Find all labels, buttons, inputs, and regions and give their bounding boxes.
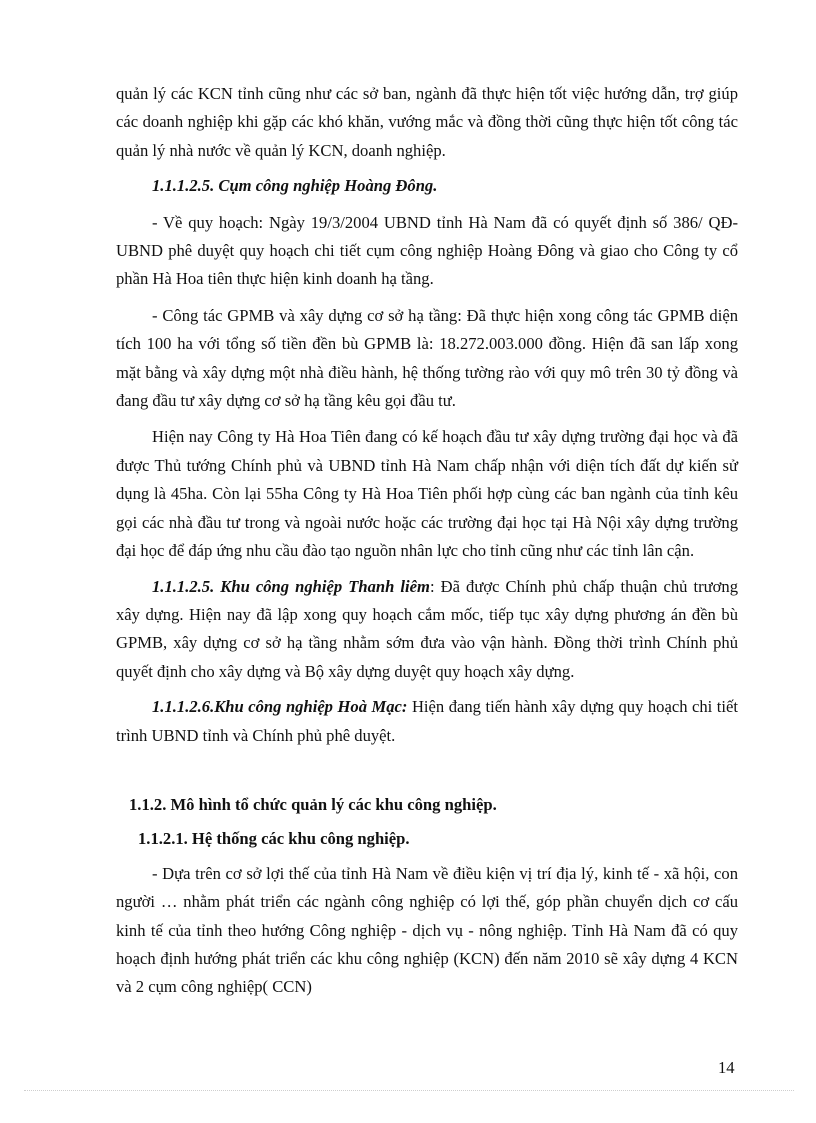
paragraph-planning: - Về quy hoạch: Ngày 19/3/2004 UBND tỉnh Hà Nam đã có quyết định số 386/ QĐ- UBND phê duyệt quy hoạch chi tiết cụm công nghiệp Hoàng Đông và giao cho Công ty cổ phần Hà Hoa tiên thực hiện kinh doanh hạ tầng. [116,212,738,289]
paragraph-hoa-mac: 1.1.1.2.6.Khu công nghiệp Hoà Mạc: Hiện đang tiến hành xây dựng quy hoạch chi tiết trình UBND tỉnh và Chính phủ phê duyệt. [116,697,738,745]
footer-divider [24,1090,794,1091]
heading-thanh-liem: 1.1.1.2.5. Khu công nghiệp Thanh liêm [152,576,430,596]
section-heading-1-1-2: 1.1.2. Mô hình tổ chức quản lý các khu công nghiệp. [129,794,497,814]
paragraph-ha-hoa-tien: Hiện nay Công ty Hà Hoa Tiên đang có kế hoạch đầu tư xây dựng trường đại học và đã được Thủ tướng Chính phủ và UBND tỉnh Hà Nam chấp nhận với diện tích đất dự kiến sử dụng là 45ha. Còn lại 55ha Công ty Hà Hoa Tiên phối hợp cùng các ban ngành của tỉnh kêu gọi các nhà đầu tư trong và ngoài nước hoặc các trường đại học tại Hà Nội xây dựng trường đại học để đáp ứng nhu cầu đào tạo nguồn nhân lực cho tỉnh cũng như các tỉnh lân cận. [116,427,738,561]
heading-hoang-dong: 1.1.1.2.5. Cụm công nghiệp Hoàng Đông. [152,176,438,196]
paragraph-industrial-system: - Dựa trên cơ sở lợi thế của tỉnh Hà Nam về điều kiện vị trí địa lý, kinh tế - xã hội, con người … nhằm phát triển các ngành công nghiệp có lợi thế, góp phần chuyển dịch cơ cấu kinh tế của tỉnh theo hướng Công nghiệp - dịch vụ - nông nghiệp. Tỉnh Hà Nam đã có quy hoạch định hướng phát triển các khu công nghiệp (KCN) đến năm 2010 sẽ xây dựng 4 KCN và 2 cụm công nghiệp( CCN) [116,863,738,997]
paragraph-kcn-management: quản lý các KCN tỉnh cũng như các sở ban, ngành đã thực hiện tốt việc hướng dẫn, trợ giúp các doanh nghiệp khi gặp các khó khăn, vướng mắc và đồng thời cũng thực hiện tốt công tác quản lý nhà nước về quản lý KCN, doanh nghiệp. [116,84,738,160]
paragraph-thanh-liem: 1.1.1.2.5. Khu công nghiệp Thanh liêm: Đã được Chính phủ chấp thuận chủ trương xây dựng. Hiện nay đã lập xong quy hoạch cắm mốc, tiếp tục xây dựng phương án đền bù GPMB, xây dựng cơ sở hạ tầng nhằm sớm đưa vào vận hành. Đồng thời trình Chính phủ quyết định cho xây dựng và Bộ xây dựng duyệt quy hoạch xây dựng. [116,576,738,681]
section-heading-1-1-2-1: 1.1.2.1. Hệ thống các khu công nghiệp. [138,829,410,849]
document-page [116,80,738,1002]
paragraph-gpmb: - Công tác GPMB và xây dựng cơ sở hạ tầng: Đã thực hiện xong công tác GPMB diện tích 100 ha với tổng số tiền đền bù GPMB là: 18.272.003.000 đồng. Hiện đã san lấp xong mặt bằng và xây dựng một nhà điều hành, hệ thống tường rào với quy mô trên 30 tỷ đồng và đang đầu tư xây dựng cơ sở hạ tầng kêu gọi đầu tư. [116,305,738,411]
page-number: 14 [718,1058,735,1077]
section-gap [116,750,738,791]
heading-hoa-mac: 1.1.1.2.6.Khu công nghiệp Hoà Mạc: [152,697,408,717]
